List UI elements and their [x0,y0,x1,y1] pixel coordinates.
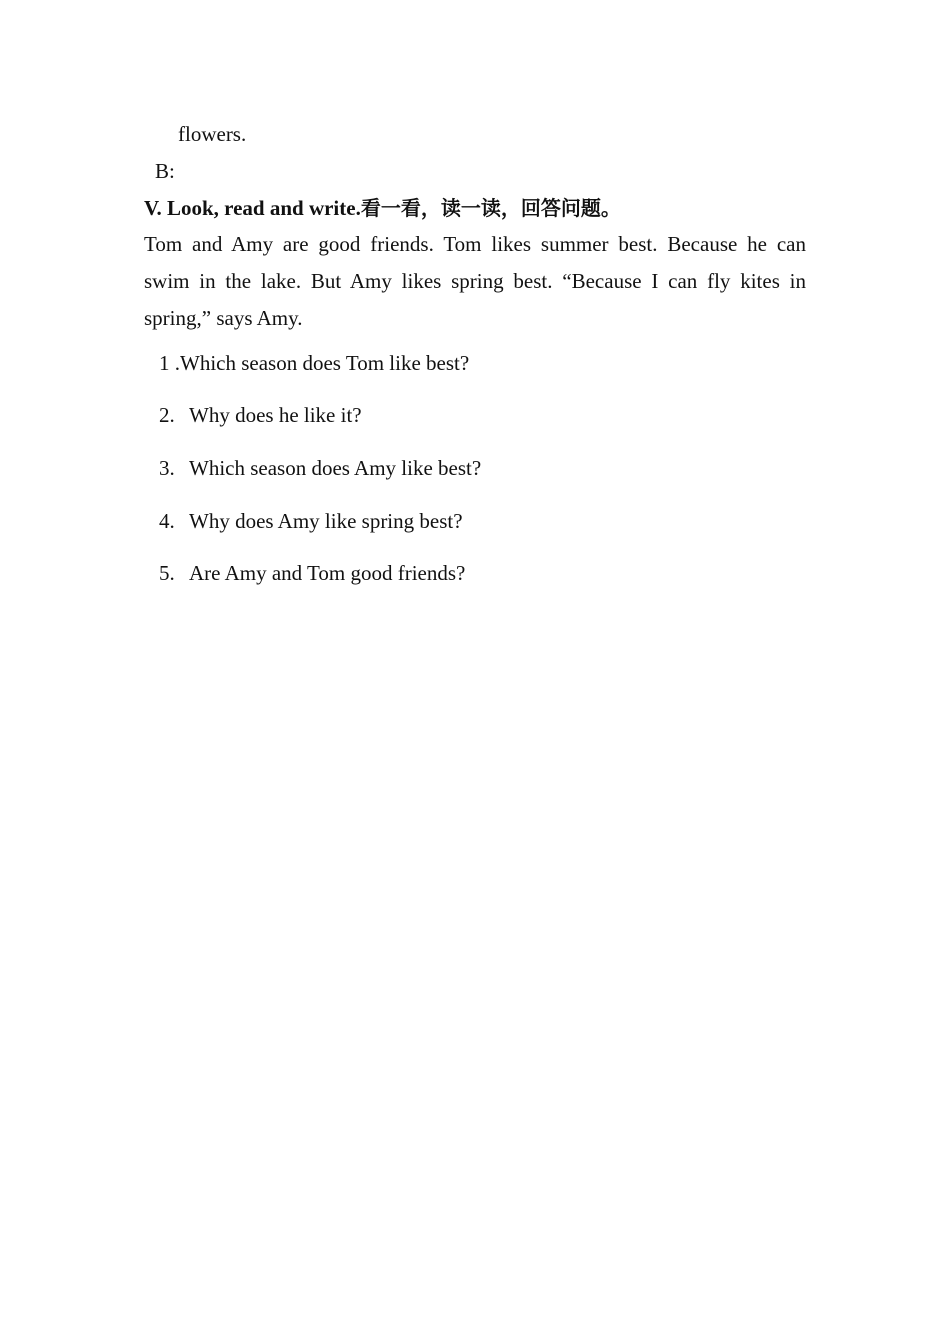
question-text: Why does Amy like spring best? [189,509,463,533]
dialogue-continuation: flowers. [178,122,247,146]
question-item [159,400,362,430]
reading-passage [144,226,806,337]
question-number: 2. [159,403,175,427]
speaker-b-label: B: [155,159,175,183]
question-number: 1 . [159,351,180,375]
question-item [159,348,469,378]
question-number: 3. [159,456,175,480]
question-number: 4. [159,509,175,533]
question-text: Are Amy and Tom good friends? [189,561,466,585]
question-item [159,453,481,483]
passage-line: Tom and Amy are good friends. Tom likes summer best. Because he can [144,232,806,256]
question-text: Why does he like it? [189,403,362,427]
question-text: Which season does Tom like best? [180,351,470,375]
section-heading-english: V. Look, read and write. [144,196,361,220]
passage-line: spring,” says Amy. [144,306,303,330]
question-item [159,506,463,536]
passage-line: swim in the lake. But Amy likes spring best. “Because I can fly kites in [144,269,806,293]
section-heading [144,190,621,227]
question-text: Which season does Amy like best? [189,456,482,480]
section-heading-chinese: 看一看，读一读，回答问题。 [360,196,621,220]
question-number: 5. [159,561,175,585]
question-item [159,558,465,588]
